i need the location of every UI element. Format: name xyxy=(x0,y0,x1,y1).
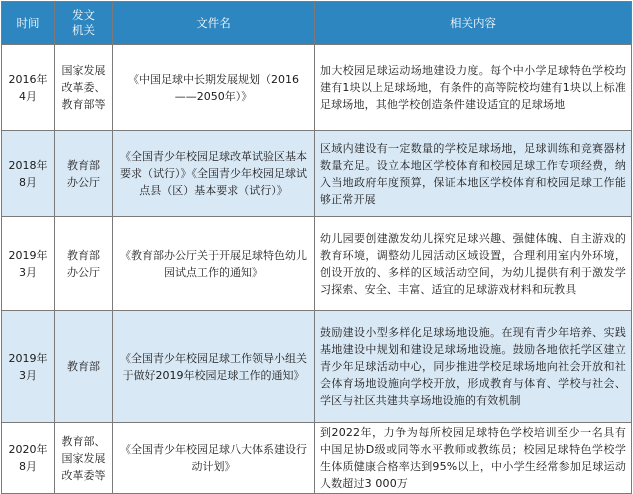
cell-content: 鼓励建设小型多样化足球场地设施。在现有青少年培养、实践基地建设中规划和建设足球场地设施。鼓励各地依托学区建立青少年足球活动中心，同步推进学校足球场地向社会开放和社会体育场地设施向学校开放，形成教育与体育、学校与社会、学区与社区共建共享场地设施的有效机制 xyxy=(315,311,632,423)
cell-org xyxy=(55,45,113,131)
cell-time xyxy=(2,217,55,311)
table-row xyxy=(2,217,632,311)
header-time: 时间 xyxy=(2,2,55,45)
header-org-line: 机关 xyxy=(72,23,95,37)
table-header-row xyxy=(2,2,632,45)
table-row xyxy=(2,131,632,217)
table-row xyxy=(2,311,632,423)
cell-org xyxy=(55,423,113,494)
policy-table-container xyxy=(1,1,631,491)
cell-doc: 《全国青少年校园足球改革试验区基本要求（试行）》《全国青少年校园足球试点县（区）基本要求（试行）》 xyxy=(113,131,315,217)
cell-org-line: 教育部等 xyxy=(61,98,106,111)
cell-time-line: 2016年 xyxy=(8,72,48,86)
header-org xyxy=(55,2,113,45)
cell-org-line: 办公厅 xyxy=(67,265,100,279)
header-org-line: 发文 xyxy=(72,8,95,22)
cell-time xyxy=(2,423,55,494)
cell-org-line: 办公厅 xyxy=(67,175,100,189)
cell-org-line: 教育部 xyxy=(67,158,100,172)
cell-time-line: 3月 xyxy=(19,265,37,279)
cell-doc: 《全国青少年校园足球八大体系建设行动计划》 xyxy=(113,423,315,494)
cell-org-line: 改革委、 xyxy=(61,81,106,94)
cell-content: 幼儿园要创建激发幼儿探究足球兴趣、强健体魄、自主游戏的教育环境，调整幼儿园活动区域设置，合理利用室内外环境，创设开放的、多样的区域活动空间，为幼儿提供有利于激发学习探索、安全、丰富、适宜的足球游戏材料和玩教具 xyxy=(315,217,632,311)
cell-doc: 《中国足球中长期发展规划（2016——2050年）》 xyxy=(113,45,315,131)
cell-org-line: 国家发展 xyxy=(61,451,106,465)
header-doc: 文件名 xyxy=(113,2,315,45)
cell-content: 区域内建设有一定数量的学校足球场地，足球训练和竞赛器材数量充足。设立本地区学校体育和校园足球工作专项经费，纳入当地政府年度预算，保证本地区学校体育和校园足球工作能够正常开展 xyxy=(315,131,632,217)
cell-content: 到2022年，力争为每所校园足球特色学校培训至少一名具有中国足协D级或同等水平教师或教练员；校园足球特色学校学生体质健康合格率达到95%以上，中小学生经常参加足球运动人数超过3 000万 xyxy=(315,423,632,494)
cell-time-line: 2019年 xyxy=(8,351,48,365)
table-row xyxy=(2,423,632,494)
cell-org-line: 改革委等 xyxy=(61,468,106,482)
cell-org-line: 教育部 xyxy=(67,360,100,373)
cell-org-line: 教育部 xyxy=(67,248,100,262)
cell-time-line: 2019年 xyxy=(8,248,48,262)
cell-time-line: 2020年 xyxy=(8,443,48,456)
cell-content: 加大校园足球运动场地建设力度。每个中小学足球特色学校均建有1块以上足球场地，有条件的高等院校均建有1块以上标准足球场地，其他学校创造条件建设适宜的足球场地 xyxy=(315,45,632,131)
header-content: 相关内容 xyxy=(315,2,632,45)
cell-org-line: 国家发展 xyxy=(61,64,106,77)
cell-time xyxy=(2,311,55,423)
cell-time-line: 3月 xyxy=(19,368,37,382)
cell-org xyxy=(55,311,113,423)
cell-org-line: 教育部、 xyxy=(61,434,106,448)
cell-time-line: 4月 xyxy=(19,89,37,103)
cell-time xyxy=(2,131,55,217)
cell-time xyxy=(2,45,55,131)
cell-doc: 《全国青少年校园足球工作领导小组关于做好2019年校园足球工作的通知》 xyxy=(113,311,315,423)
cell-org xyxy=(55,217,113,311)
cell-org xyxy=(55,131,113,217)
cell-time-line: 8月 xyxy=(19,460,37,473)
cell-time-line: 8月 xyxy=(19,175,37,189)
cell-time-line: 2018年 xyxy=(8,158,48,172)
table-row xyxy=(2,45,632,131)
policy-table xyxy=(1,1,632,494)
cell-doc: 《教育部办公厅关于开展足球特色幼儿园试点工作的通知》 xyxy=(113,217,315,311)
